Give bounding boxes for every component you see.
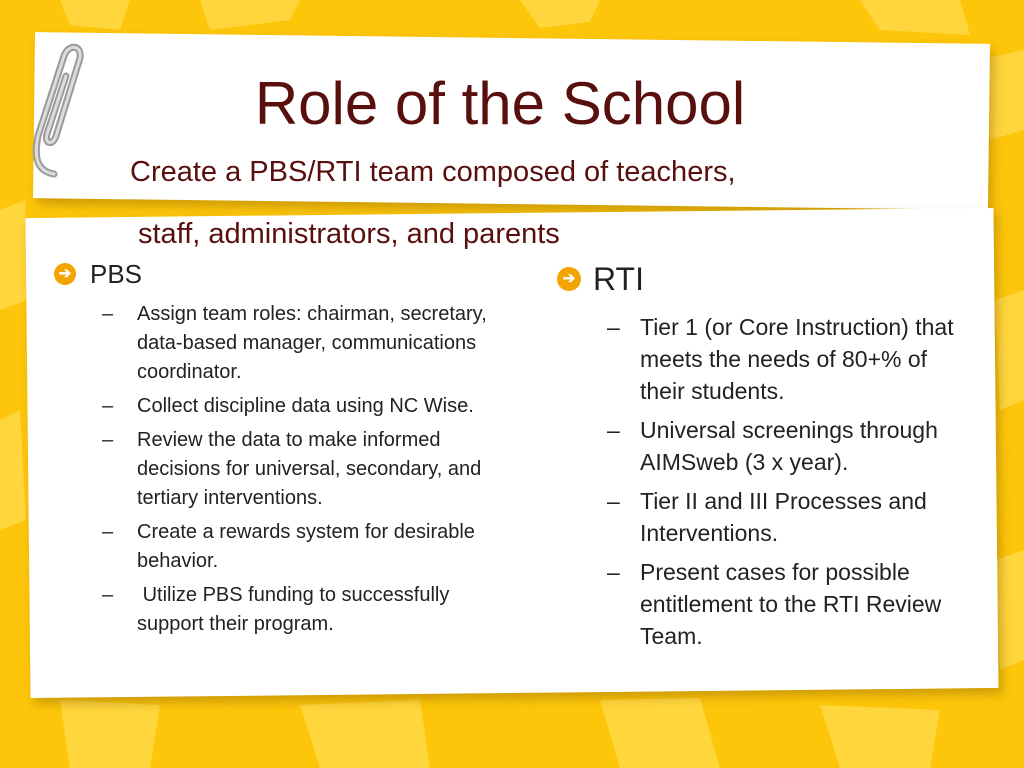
pbs-list (50, 300, 520, 639)
list-item (553, 414, 973, 478)
dash-marker: – (102, 584, 114, 606)
list-item-text: Present cases for possible entitlement to the RTI Review Team. (640, 559, 942, 649)
pbs-heading-row (50, 258, 520, 290)
rti-column (553, 257, 973, 659)
list-item (553, 556, 973, 652)
dash-marker: – (102, 429, 114, 451)
arrow-circle-icon: ➔ (557, 267, 581, 291)
slide-title: Role of the School (254, 70, 746, 137)
dash-marker: – (607, 559, 620, 585)
dash-marker: – (607, 488, 620, 514)
list-item-text: Assign team roles: chairman, secretary, data-based manager, communications coordinator. (137, 303, 487, 383)
list-item (50, 392, 520, 421)
list-item-text: Tier 1 (or Core Instruction) that meets the needs of 80+% of their students. (640, 314, 954, 404)
dash-marker: – (102, 395, 114, 417)
list-item (50, 426, 520, 513)
list-item (50, 518, 520, 576)
list-item (553, 485, 973, 549)
dash-marker: – (102, 521, 114, 543)
arrow-circle-icon: ➔ (54, 263, 76, 285)
rti-heading: RTI (593, 261, 644, 297)
list-item-text: Utilize PBS funding to successfully support their program. (137, 584, 455, 635)
list-item-text: Create a rewards system for desirable behavior. (137, 521, 475, 572)
slide-subtitle-line-1: Create a PBS/RTI team composed of teachers, (130, 156, 736, 188)
dash-marker: – (607, 314, 620, 340)
list-item (50, 581, 520, 639)
list-item-text: Universal screenings through AIMSweb (3 x year). (640, 417, 938, 475)
list-item-text: Collect discipline data using NC Wise. (137, 395, 474, 417)
list-item (553, 311, 973, 407)
dash-marker: – (607, 417, 620, 443)
pbs-heading: PBS (90, 259, 143, 289)
list-item (50, 300, 520, 387)
dash-marker: – (102, 303, 114, 325)
rti-list (553, 311, 973, 652)
rti-heading-row (553, 257, 973, 301)
list-item-text: Review the data to make informed decisions for universal, secondary, and tertiary interventions. (137, 429, 482, 509)
slide-subtitle-line-2: staff, administrators, and parents (138, 218, 560, 250)
pbs-column (50, 258, 520, 644)
list-item-text: Tier II and III Processes and Interventions. (640, 488, 927, 546)
